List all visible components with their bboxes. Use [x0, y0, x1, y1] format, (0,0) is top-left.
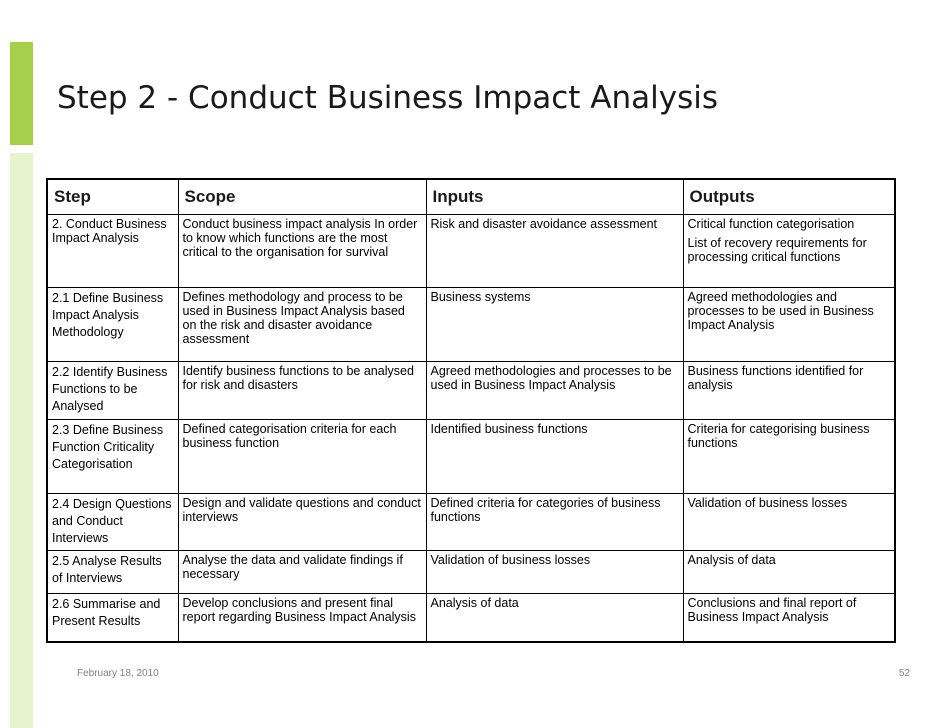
accent-bar-bottom [10, 153, 33, 728]
step-cell: 2. Conduct Business Impact Analysis [47, 215, 178, 288]
table-row [47, 420, 895, 494]
output-item: Critical function categorisation [687, 217, 855, 231]
table-row [47, 551, 895, 594]
table-row [47, 215, 895, 288]
scope-cell: Identify business functions to be analysed for risk and disasters [178, 362, 426, 420]
footer-date: February 18, 2010 [77, 668, 159, 679]
table-row [47, 362, 895, 420]
step-cell: 2.6 Summarise and Present Results [47, 594, 178, 642]
header-step: Step [47, 179, 178, 215]
bia-table [46, 178, 896, 643]
output-item: List of recovery requirements for processing critical functions [687, 236, 867, 264]
outputs-cell: Validation of business losses [683, 494, 895, 551]
inputs-cell: Risk and disaster avoidance assessment [426, 215, 683, 288]
scope-cell: Conduct business impact analysis In order to know which functions are the most critical to the organisation for survival [178, 215, 426, 288]
outputs-cell: Agreed methodologies and processes to be used in Business Impact Analysis [683, 288, 895, 362]
header-scope: Scope [178, 179, 426, 215]
outputs-cell: Criteria for categorising business functions [683, 420, 895, 494]
step-cell: 2.4 Design Questions and Conduct Interviews [47, 494, 178, 551]
scope-cell: Analyse the data and validate findings if necessary [178, 551, 426, 594]
inputs-cell: Analysis of data [426, 594, 683, 642]
scope-cell: Defines methodology and process to be used in Business Impact Analysis based on the risk and disaster avoidance assessment [178, 288, 426, 362]
table-row [47, 594, 895, 642]
outputs-cell: Conclusions and final report of Business Impact Analysis [683, 594, 895, 642]
inputs-cell: Validation of business losses [426, 551, 683, 594]
header-outputs: Outputs [683, 179, 895, 215]
step-cell: 2.5 Analyse Results of Interviews [47, 551, 178, 594]
scope-cell: Design and validate questions and conduct interviews [178, 494, 426, 551]
table-header-row [47, 179, 895, 215]
accent-bar-top [10, 42, 33, 145]
outputs-cell: Analysis of data [683, 551, 895, 594]
header-inputs: Inputs [426, 179, 683, 215]
step-cell: 2.3 Define Business Function Criticality Categorisation [47, 420, 178, 494]
step-cell: 2.1 Define Business Impact Analysis Methodology [47, 288, 178, 362]
table-row [47, 288, 895, 362]
scope-cell: Develop conclusions and present final report regarding Business Impact Analysis [178, 594, 426, 642]
table-row [47, 494, 895, 551]
outputs-cell [683, 215, 895, 288]
outputs-cell: Business functions identified for analysis [683, 362, 895, 420]
inputs-cell: Business systems [426, 288, 683, 362]
step-cell: 2.2 Identify Business Functions to be Analysed [47, 362, 178, 420]
inputs-cell: Defined criteria for categories of business functions [426, 494, 683, 551]
inputs-cell: Agreed methodologies and processes to be used in Business Impact Analysis [426, 362, 683, 420]
slide-title: Step 2 - Conduct Business Impact Analysis [57, 80, 719, 116]
page-number: 52 [898, 668, 910, 679]
scope-cell: Defined categorisation criteria for each business function [178, 420, 426, 494]
inputs-cell: Identified business functions [426, 420, 683, 494]
